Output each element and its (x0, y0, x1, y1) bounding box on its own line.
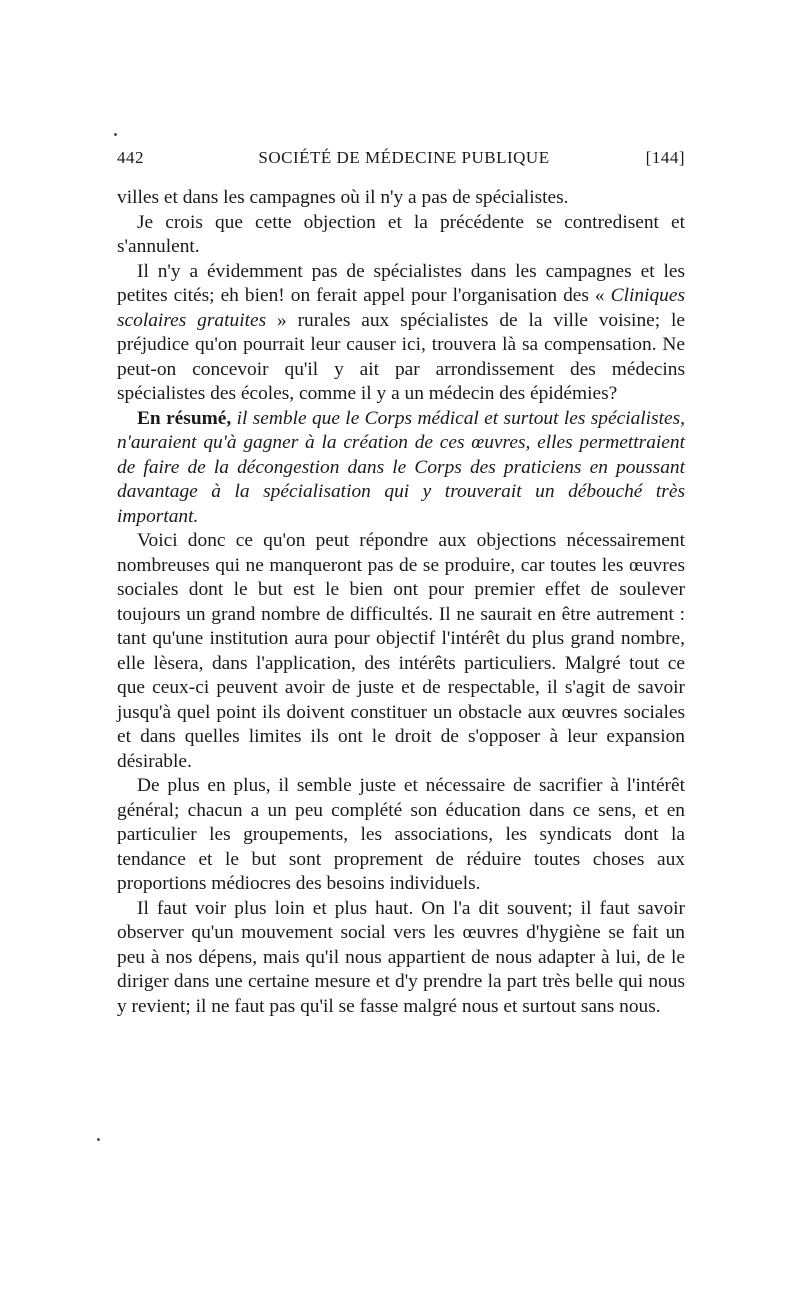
paragraph-summary (117, 407, 685, 530)
paragraph-text: Il n'y a évidemment pas de spécialistes dans les campagnes et les petites cités; eh bien! on ferait appel pour l'organisation des « (117, 260, 685, 306)
ink-speck (97, 1138, 100, 1141)
body-text (117, 186, 685, 1019)
paragraph-text: Il faut voir plus loin et plus haut. On l'a dit souvent; il faut savoir observer qu'un mouvement social vers les œuvres d'hygiène se fait un peu à nos dépens, mais qu'il nous appartient de nous adapter à lui, de le diriger dans une certaine mesure et d'y prendre la part très belle qui nous y revient; il ne faut pas qu'il se fasse malgré nous et surtout sans nous. (117, 897, 685, 1017)
ink-speck (114, 133, 117, 136)
paragraph-text: villes et dans les campagnes où il n'y a pas de spécialistes. (117, 187, 569, 208)
section-number: [144] (645, 148, 685, 167)
paragraph-text: » rurales aux spécialistes de la ville voisine; le préjudice qu'on pourrait leur causer ici, trouvera là sa compensation. Ne peut-on concevoir qu'il y ait par arrondissement des médecins spécialistes des écoles, comme il y a un médecin des épidémies? (117, 309, 686, 404)
paragraph (117, 774, 685, 897)
paragraph (117, 260, 685, 407)
italic-conclusion: il semble que le Corps médical et surtout les spécialistes, n'auraient qu'à gagner à la création de ces œuvres, elles permettraient de faire de la décongestion dans le Corps des praticiens en poussant davantage à la spécialisation qui y trouverait un débouché très important. (117, 407, 685, 527)
paragraph-text: De plus en plus, il semble juste et nécessaire de sacrifier à l'intérêt général; chacun a un peu complété son éducation dans ce sens, et en particulier les groupements, les associations, les syndicats dont la tendance et le but sont proprement de réduire toutes choses aux proportions médiocres des besoins individuels. (117, 775, 685, 894)
paragraph (117, 211, 685, 260)
paragraph (117, 897, 685, 1020)
paragraph-text: Voici donc ce qu'on peut répondre aux objections nécessairement nombreuses qui ne manqueront pas de se produire, car toutes les œuvres sociales dont le but est le bien ont pour premier effet de soulever toujours un grand nombre de difficultés. Il ne saurait en être autrement : tant qu'une institution aura pour objectif l'intérêt du plus grand nombre, elle lèsera, dans l'application, des intérêts particuliers. Malgré tout ce que ceux-ci peuvent avoir de juste et de respectable, il s'agit de savoir jusqu'à quel point ils doivent constituer un obstacle aux œuvres sociales et dans quelles limites ils ont le droit de s'opposer à leur expansion désirable. (117, 530, 685, 772)
summary-lead: En résumé, (137, 407, 232, 429)
paragraph (117, 529, 685, 774)
paragraph-text: Je crois que cette objection et la précédente se contredisent et s'annulent. (117, 211, 685, 257)
italic-phrase: Cliniques scolaires gratuites (117, 285, 685, 331)
paragraph-continuation (117, 186, 685, 211)
page-header (117, 148, 685, 172)
page-number: 442 (117, 148, 144, 167)
running-title: SOCIÉTÉ DE MÉDECINE PUBLIQUE (258, 148, 550, 167)
